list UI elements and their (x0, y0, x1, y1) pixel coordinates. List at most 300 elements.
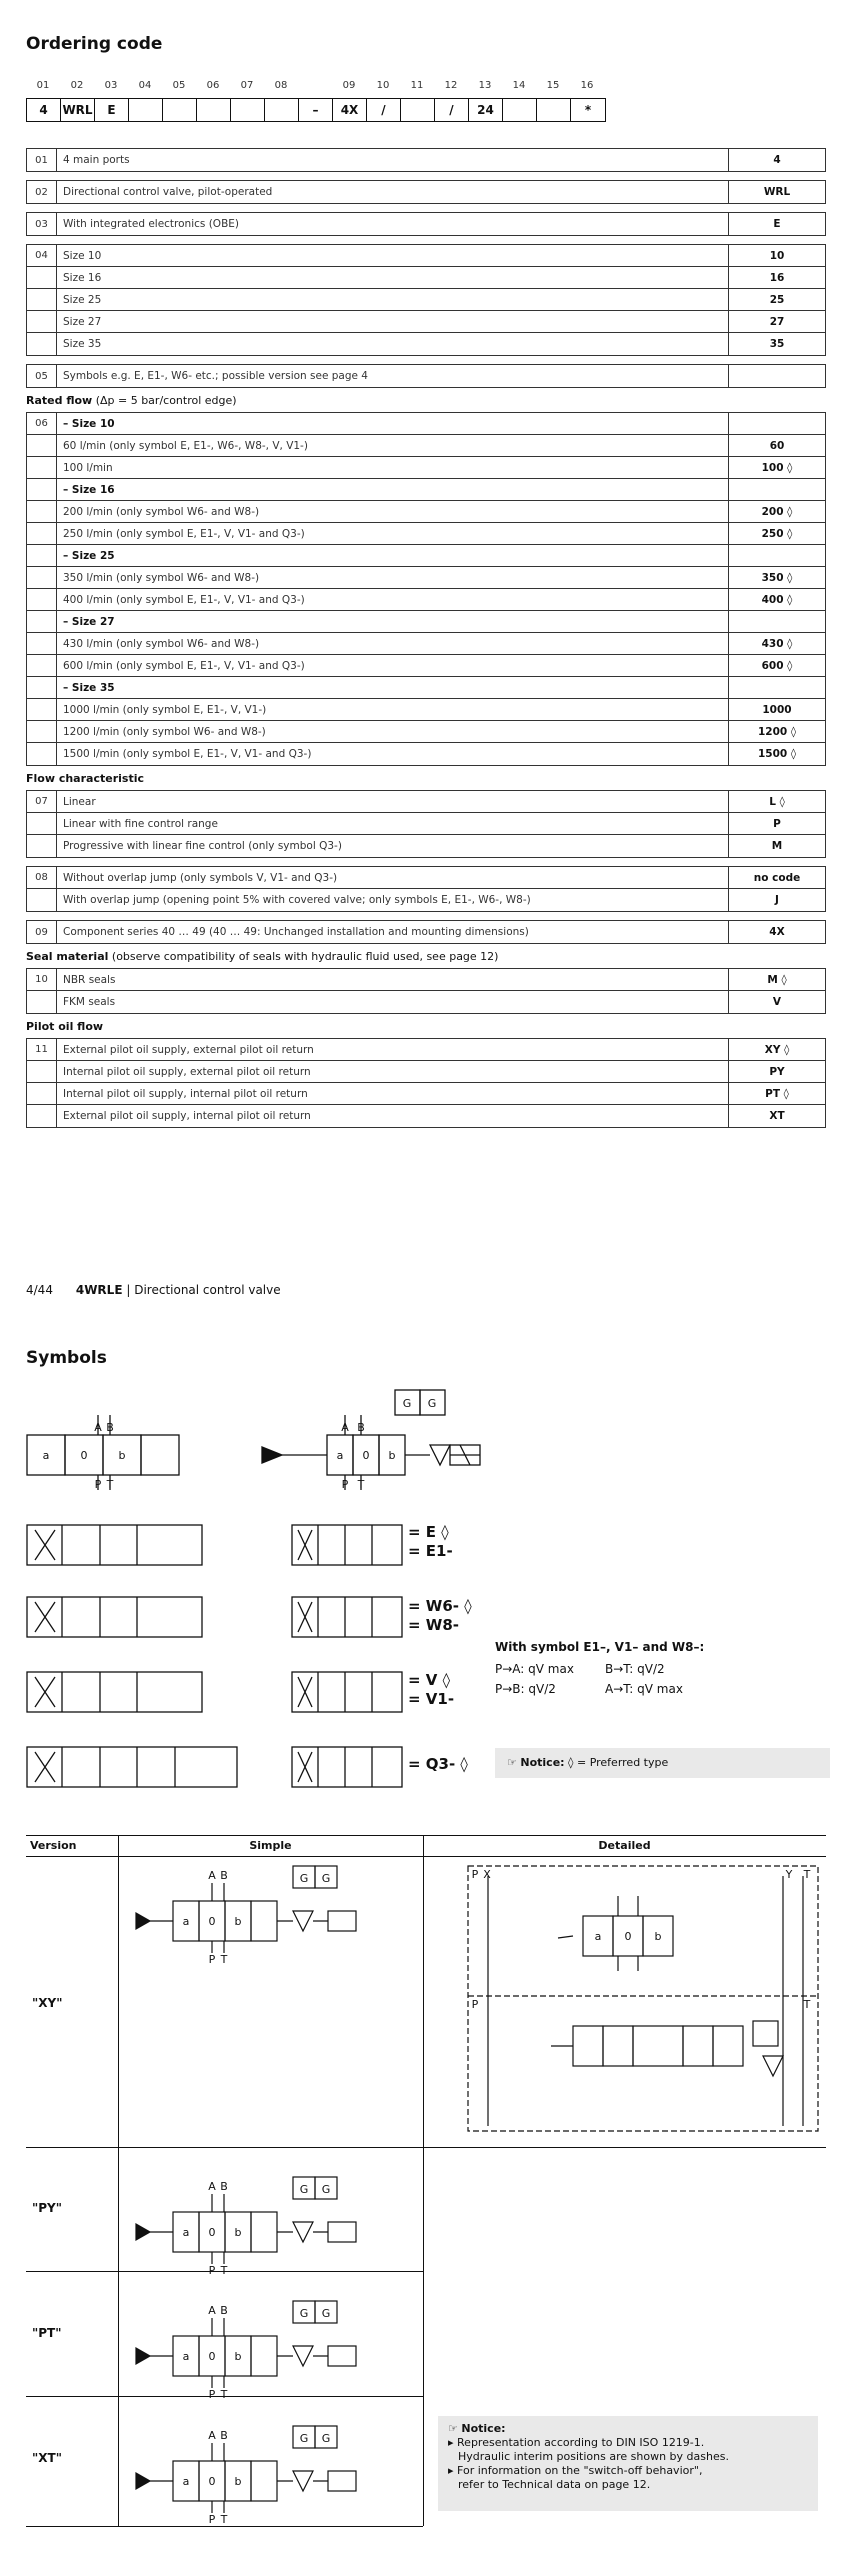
valve-letter-p: P (208, 1953, 216, 1966)
valve-letter: T (357, 1478, 365, 1491)
row-code: 35 (769, 338, 785, 350)
valve-letter: G (427, 1397, 437, 1410)
code-row (27, 245, 825, 267)
section-title: Flow characteristic (26, 772, 144, 785)
valve-letter-b: B (220, 2304, 228, 2317)
row-number (27, 289, 57, 310)
position-number: 08 (274, 80, 288, 91)
row-description: External pilot oil supply, external pilot oil return (57, 1039, 729, 1060)
valve-letter-t: T (220, 2264, 228, 2277)
row-description: – Size 16 (57, 479, 729, 500)
code-row (27, 721, 825, 743)
code-row (27, 333, 825, 355)
row-number (27, 1105, 57, 1127)
code-group (26, 244, 826, 356)
code-row (27, 457, 825, 479)
symbol-label-w8: = W8- (408, 1616, 459, 1634)
row-code (729, 365, 825, 387)
valve-letter-g: G (299, 1872, 309, 1885)
valve-letter-g: G (299, 2432, 309, 2445)
position-number: 11 (410, 80, 424, 91)
row-number: 06 (27, 413, 57, 434)
valve-letter-b: b (234, 1915, 242, 1928)
symbols-diagram (0, 1385, 853, 1805)
row-description: 100 l/min (57, 457, 729, 478)
row-number (27, 813, 57, 834)
row-description: – Size 35 (57, 677, 729, 698)
row-number (27, 523, 57, 544)
row-description: Linear with fine control range (57, 813, 729, 834)
code-row (27, 589, 825, 611)
code-row (27, 991, 825, 1013)
valve-letter-a: a (182, 2226, 190, 2239)
row-code: M ◊ (767, 973, 787, 986)
code-row (27, 523, 825, 545)
flow-pa: P→A: qV max (495, 1662, 574, 1676)
code-cell: 4 (27, 99, 61, 121)
code-cell: 24 (469, 99, 503, 121)
row-number (27, 991, 57, 1013)
row-description: External pilot oil supply, internal pilot oil return (57, 1105, 729, 1127)
product-name: 4WRLE (75, 1283, 123, 1297)
code-group (26, 866, 826, 912)
notice-item-2: ▸ For information on the "switch-off behavior", (448, 2464, 703, 2477)
row-code: E (773, 218, 781, 230)
version-xt: "XT" (32, 2451, 62, 2465)
row-number: 09 (27, 921, 57, 943)
valve-letter: P (341, 1478, 349, 1491)
row-code: J (775, 894, 779, 906)
code-cell: E (95, 99, 129, 121)
row-code: 4 (773, 154, 781, 166)
code-row (27, 181, 825, 203)
code-row (27, 311, 825, 333)
symbol-label-v: = V ◊ (408, 1671, 451, 1689)
valve-letter-a: A (208, 2304, 216, 2317)
valve-letter: b (118, 1449, 126, 1462)
row-code: 600 ◊ (761, 659, 793, 672)
valve-letter: 0 (362, 1449, 370, 1462)
valve-letter-b: B (220, 1869, 228, 1882)
row-code: L ◊ (769, 795, 785, 808)
row-number (27, 501, 57, 522)
row-code (729, 479, 825, 500)
row-number: 10 (27, 969, 57, 990)
row-description: Size 16 (57, 267, 729, 288)
valve-letter-t: T (220, 2388, 228, 2401)
row-description: Size 10 (57, 245, 729, 266)
row-code (729, 611, 825, 632)
version-py: "PY" (32, 2201, 62, 2215)
code-row (27, 699, 825, 721)
valve-letter-a: A (208, 1869, 216, 1882)
row-number (27, 267, 57, 288)
valve-letter-b: b (234, 2350, 242, 2363)
position-number: 05 (172, 80, 186, 91)
row-description: Directional control valve, pilot-operated (57, 181, 729, 203)
valve-letter-t: T (220, 2513, 228, 2526)
row-code: 10 (769, 249, 785, 262)
valve-letter: P (94, 1478, 102, 1491)
code-group (26, 968, 826, 1014)
code-cell (129, 99, 163, 121)
code-row (27, 365, 825, 387)
valve-letter: A (94, 1421, 102, 1434)
section-title: Rated flow (Δp = 5 bar/control edge) (26, 394, 237, 407)
valve-letter: a (42, 1449, 50, 1462)
position-number: 09 (342, 80, 356, 91)
code-row (27, 889, 825, 911)
spool-symbols-right (292, 1525, 402, 1787)
version-table (26, 1835, 826, 2525)
valve-letter-a: a (182, 1915, 190, 1928)
symbol-label-q3: = Q3- ◊ (408, 1755, 468, 1773)
code-group (26, 180, 826, 204)
code-cell (163, 99, 197, 121)
valve-letter-g: G (299, 2183, 309, 2196)
row-number: 11 (27, 1039, 57, 1060)
notice-item-1: ▸ Representation according to DIN ISO 1219-1. (448, 2436, 705, 2449)
section-title: Pilot oil flow (26, 1020, 104, 1033)
valve-letter-b: B (220, 2180, 228, 2193)
row-description: Symbols e.g. E, E1-, W6- etc.; possible version see page 4 (57, 365, 729, 387)
simple-valve-diagrams (118, 1856, 423, 2526)
valve-letter: X (483, 1868, 491, 1881)
code-cell (503, 99, 537, 121)
code-row (27, 1105, 825, 1127)
row-code: V (772, 996, 782, 1008)
valve-letter: B (357, 1421, 365, 1434)
valve-letter: a (336, 1449, 344, 1462)
row-number: 08 (27, 867, 57, 888)
code-group (26, 364, 826, 388)
page-footer (26, 1283, 281, 1297)
row-description: 1500 l/min (only symbol E, E1-, V, V1- and Q3-) (57, 743, 729, 765)
valve-letter-g: G (321, 2432, 331, 2445)
code-row (27, 289, 825, 311)
row-code: 200 ◊ (761, 505, 793, 518)
page-number: 4/44 (26, 1283, 53, 1297)
row-description: – Size 25 (57, 545, 729, 566)
row-number (27, 721, 57, 742)
row-description: – Size 10 (57, 413, 729, 434)
row-number: 03 (27, 213, 57, 235)
code-cell: – (299, 99, 333, 121)
position-number: 03 (104, 80, 118, 91)
notice-item-1-cont: Hydraulic interim positions are shown by dashes. (458, 2450, 729, 2463)
code-row (27, 1061, 825, 1083)
position-number: 14 (512, 80, 526, 91)
code-row (27, 501, 825, 523)
row-description: Without overlap jump (only symbols V, V1- and Q3-) (57, 867, 729, 888)
row-code: 60 (769, 439, 785, 452)
symbol-label-v1: = V1- (408, 1690, 455, 1708)
row-number (27, 1083, 57, 1104)
valve-letter-t: T (220, 1953, 228, 1966)
row-number (27, 589, 57, 610)
row-description: Linear (57, 791, 729, 812)
row-description: With overlap jump (opening point 5% with covered valve; only symbols E, E1-, W6-, W8-) (57, 889, 729, 911)
valve-letter: P (471, 1998, 479, 2011)
valve-letter: 0 (624, 1930, 632, 1943)
row-description: Size 27 (57, 311, 729, 332)
row-description: Internal pilot oil supply, internal pilot oil return (57, 1083, 729, 1104)
valve-letter-p: P (208, 2513, 216, 2526)
code-row (27, 655, 825, 677)
notice-icon: ☞ (507, 1756, 517, 1769)
row-code: 25 (769, 293, 785, 306)
code-cell (537, 99, 571, 121)
row-code: 430 ◊ (761, 637, 793, 650)
valve-letter-a: a (182, 2350, 190, 2363)
notice-icon-2: ☞ (448, 2422, 458, 2435)
code-row (27, 149, 825, 171)
valve-letter-zero: 0 (208, 2226, 216, 2239)
row-code: P (773, 817, 781, 830)
notice-box-detailed (438, 2416, 818, 2511)
row-number (27, 633, 57, 654)
notice-item-2-cont: refer to Technical data on page 12. (458, 2478, 651, 2491)
code-row (27, 835, 825, 857)
valve-letter-p: P (208, 2264, 216, 2277)
row-number (27, 743, 57, 765)
code-cell (401, 99, 435, 121)
notice-label-2: Notice: (461, 2422, 506, 2435)
row-description: Size 25 (57, 289, 729, 310)
row-number: 05 (27, 365, 57, 387)
valve-letter-p: P (208, 2388, 216, 2401)
code-group (26, 790, 826, 858)
row-description: 60 l/min (only symbol E, E1-, W6-, W8-, V, V1-) (57, 435, 729, 456)
row-description: 200 l/min (only symbol W6- and W8-) (57, 501, 729, 522)
row-description: With integrated electronics (OBE) (57, 213, 729, 235)
row-number (27, 699, 57, 720)
row-number (27, 611, 57, 632)
footer-separator: | (126, 1283, 131, 1297)
symbols-title: Symbols (26, 1348, 107, 1368)
position-number: 07 (240, 80, 254, 91)
row-code: 350 ◊ (761, 571, 793, 584)
code-row (27, 921, 825, 943)
position-number: 02 (70, 80, 84, 91)
code-group (26, 1038, 826, 1128)
code-group (26, 920, 826, 944)
code-row (27, 479, 825, 501)
position-number: 10 (376, 80, 390, 91)
row-number (27, 545, 57, 566)
header-version: Version (30, 1839, 77, 1852)
row-code (729, 413, 825, 434)
version-pt: "PT" (32, 2326, 62, 2340)
position-number: 16 (580, 80, 594, 91)
position-number: 12 (444, 80, 458, 91)
code-cell: / (435, 99, 469, 121)
row-code: no code (753, 871, 801, 884)
code-cell (265, 99, 299, 121)
code-cell (231, 99, 265, 121)
row-code: XT (769, 1110, 785, 1122)
version-xy: "XY" (32, 1996, 63, 2010)
code-row (27, 633, 825, 655)
row-number (27, 333, 57, 355)
header-simple: Simple (249, 1839, 292, 1852)
row-number (27, 311, 57, 332)
notice-text: ◊ = Preferred type (568, 1756, 669, 1769)
row-code (729, 677, 825, 698)
row-number: 04 (27, 245, 57, 266)
row-description: 1000 l/min (only symbol E, E1-, V, V1-) (57, 699, 729, 720)
code-row (27, 545, 825, 567)
row-code: 4X (769, 926, 785, 938)
valve-letter-zero: 0 (208, 2350, 216, 2363)
row-description: 1200 l/min (only symbol W6- and W8-) (57, 721, 729, 742)
valve-letter: G (402, 1397, 412, 1410)
row-code (729, 545, 825, 566)
code-cell: 4X (333, 99, 367, 121)
code-row (27, 611, 825, 633)
position-gap (298, 80, 332, 91)
symbol-label-e: = E ◊ (408, 1523, 449, 1541)
code-cell (197, 99, 231, 121)
position-numbers (26, 80, 604, 91)
code-group (26, 212, 826, 236)
row-description: 250 l/min (only symbol E, E1-, V, V1- and Q3-) (57, 523, 729, 544)
row-number (27, 435, 57, 456)
row-number (27, 655, 57, 676)
code-row (27, 791, 825, 813)
document-title: Directional control valve (134, 1283, 281, 1297)
code-row (27, 213, 825, 235)
code-row (27, 1039, 825, 1061)
row-description: NBR seals (57, 969, 729, 990)
flow-at: A→T: qV max (605, 1682, 683, 1696)
code-row (27, 813, 825, 835)
valve-letter-b: b (234, 2226, 242, 2239)
row-number (27, 479, 57, 500)
valve-letter: a (594, 1930, 602, 1943)
row-code: 100 ◊ (761, 461, 793, 474)
code-row (27, 677, 825, 699)
valve-letter-zero: 0 (208, 1915, 216, 1928)
valve-letter: T (106, 1478, 114, 1491)
code-cell: / (367, 99, 401, 121)
row-description: – Size 27 (57, 611, 729, 632)
valve-letter-zero: 0 (208, 2475, 216, 2488)
row-code: PY (769, 1065, 785, 1078)
notice-box (495, 1748, 830, 1778)
row-code: WRL (763, 186, 791, 198)
row-number (27, 889, 57, 911)
valve-letter: T (803, 1998, 811, 2011)
valve-letter-a: a (182, 2475, 190, 2488)
row-code: M (771, 840, 783, 852)
row-number (27, 567, 57, 588)
valve-letter-g: G (321, 1872, 331, 1885)
valve-letter: B (106, 1421, 114, 1434)
position-number: 01 (36, 80, 50, 91)
flow-bt: B→T: qV/2 (605, 1662, 665, 1676)
row-number (27, 677, 57, 698)
valve-letter: 0 (80, 1449, 88, 1462)
code-row (27, 969, 825, 991)
row-description: 600 l/min (only symbol E, E1-, V, V1- and Q3-) (57, 655, 729, 676)
valve-letter: Y (785, 1868, 793, 1881)
row-number (27, 1061, 57, 1082)
row-code: 1200 ◊ (757, 725, 797, 738)
position-number: 04 (138, 80, 152, 91)
valve-letter: P (471, 1868, 479, 1881)
valve-letter-g: G (321, 2183, 331, 2196)
row-number (27, 835, 57, 857)
header-detailed: Detailed (598, 1839, 651, 1852)
position-number: 06 (206, 80, 220, 91)
code-row (27, 567, 825, 589)
valve-letter: b (654, 1930, 662, 1943)
flow-pb: P→B: qV/2 (495, 1682, 556, 1696)
spool-symbols-left (27, 1525, 237, 1787)
code-row (27, 413, 825, 435)
row-description: 430 l/min (only symbol W6- and W8-) (57, 633, 729, 654)
row-code: 16 (769, 271, 785, 284)
code-group (26, 412, 826, 766)
valve-letter: b (388, 1449, 396, 1462)
code-row (27, 743, 825, 765)
row-description: Progressive with linear fine control (only symbol Q3-) (57, 835, 729, 857)
code-row (27, 267, 825, 289)
row-number (27, 457, 57, 478)
row-number: 07 (27, 791, 57, 812)
section-title: Seal material (observe compatibility of seals with hydraulic fluid used, see page 12) (26, 950, 499, 963)
with-symbol-heading: With symbol E1–, V1– and W8–: (495, 1640, 705, 1654)
valve-letter-a: A (208, 2180, 216, 2193)
notice-label: Notice: (520, 1756, 565, 1769)
symbol-label-w6: = W6- ◊ (408, 1597, 472, 1615)
row-description: 400 l/min (only symbol E, E1-, V, V1- and Q3-) (57, 589, 729, 610)
symbol-label-e1: = E1- (408, 1542, 453, 1560)
valve-letter: T (803, 1868, 811, 1881)
row-number: 01 (27, 149, 57, 171)
row-description: 350 l/min (only symbol W6- and W8-) (57, 567, 729, 588)
valve-letter-g: G (321, 2307, 331, 2320)
row-code: XY ◊ (764, 1043, 790, 1056)
code-row (27, 435, 825, 457)
valve-letter: A (341, 1421, 349, 1434)
row-code: 1500 ◊ (757, 748, 797, 760)
code-cell: * (584, 103, 592, 117)
code-row (27, 1083, 825, 1105)
valve-letter-a: A (208, 2429, 216, 2442)
code-cell: WRL (61, 99, 95, 121)
row-description: 4 main ports (57, 149, 729, 171)
row-description: Internal pilot oil supply, external pilot oil return (57, 1061, 729, 1082)
ordering-code-box (26, 98, 606, 122)
position-number: 15 (546, 80, 560, 91)
detailed-valve-diagram (423, 1856, 826, 2146)
row-description: Size 35 (57, 333, 729, 355)
row-code: PT ◊ (765, 1087, 789, 1100)
row-description: FKM seals (57, 991, 729, 1013)
row-code: 1000 (762, 703, 792, 716)
row-code: 27 (769, 315, 785, 328)
code-row (27, 867, 825, 889)
row-code: 250 ◊ (761, 527, 793, 540)
position-number: 13 (478, 80, 492, 91)
valve-letter-b: b (234, 2475, 242, 2488)
ordering-code-title: Ordering code (26, 34, 163, 54)
row-code: 400 ◊ (761, 593, 793, 606)
valve-letter-g: G (299, 2307, 309, 2320)
code-group (26, 148, 826, 172)
